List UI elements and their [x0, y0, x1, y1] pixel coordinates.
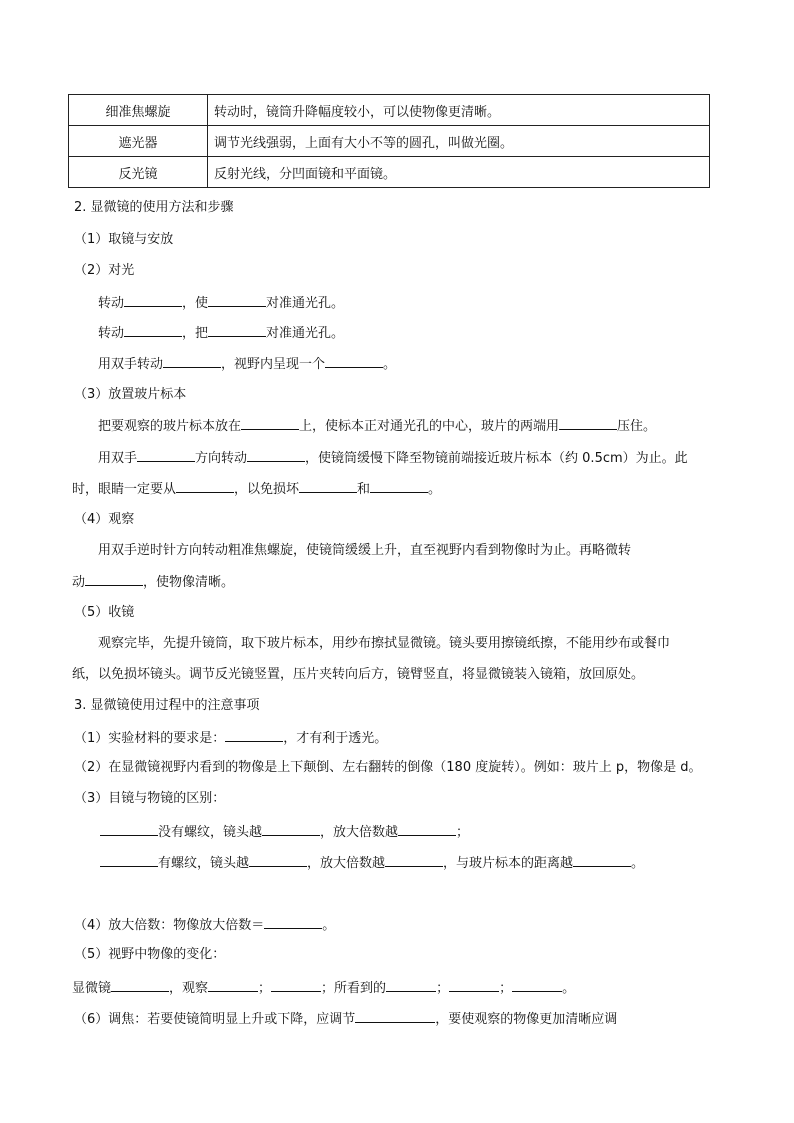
fill-blank[interactable] [100, 821, 158, 836]
part-name: 反光镜 [69, 157, 208, 188]
text-line: 转动 ，使 对准通光孔。 [98, 292, 344, 314]
step-heading: （1）取镜与安放 [74, 232, 174, 247]
text-line: 用双手转动 ，视野内呈现一个 。 [98, 353, 396, 375]
fill-blank[interactable] [241, 415, 299, 430]
step-heading: （3）目镜与物镜的区别： [74, 791, 226, 806]
table-row [69, 95, 710, 126]
table-row [69, 126, 710, 157]
text-line: 纸，以免损坏镜头。调节反光镜竖置，压片夹转向后方，镜臂竖直，将显微镜装入镜箱，放回原处。 [72, 667, 645, 682]
fill-blank[interactable] [247, 447, 305, 462]
text-line: 没有螺纹，镜头越 ，放大倍数越 ； [100, 821, 469, 843]
text-line: 显微镜 ，观察 ； ；所看到的 ； ； 。 [72, 977, 575, 999]
fill-blank[interactable] [325, 353, 383, 368]
text-line: （1）实验材料的要求是： ，才有利于透光。 [74, 727, 387, 749]
fill-blank[interactable] [573, 852, 631, 867]
fill-blank[interactable] [249, 852, 307, 867]
part-name: 遮光器 [69, 126, 208, 157]
section-heading: 3. 显微镜使用过程中的注意事项 [74, 698, 260, 713]
text-line: 把要观察的玻片标本放在 上，使标本正对通光孔的中心，玻片的两端用 压住。 [98, 415, 656, 437]
text-line: （2）在显微镜视野内看到的物像是上下颠倒、左右翻转的倒像（180 度旋转）。例如：玻片上 p，物像是 d。 [74, 760, 702, 775]
step-heading: （3）放置玻片标本 [74, 387, 187, 402]
fill-blank[interactable] [85, 571, 143, 586]
step-heading: （2）对光 [74, 263, 135, 278]
fill-blank[interactable] [208, 322, 266, 337]
text-line: （6）调焦：若要使镜简明显上升或下降，应调节 ，要使观察的物像更加清晰应调 [74, 1008, 617, 1030]
fill-blank[interactable] [559, 415, 617, 430]
fill-blank[interactable] [208, 977, 258, 992]
fill-blank[interactable] [386, 977, 436, 992]
part-description: 反射光线，分凹面镜和平面镜。 [208, 157, 710, 188]
step-heading: （5）视野中物像的变化： [74, 947, 226, 962]
section-heading: 2. 显微镜的使用方法和步骤 [74, 200, 234, 215]
fill-blank[interactable] [449, 977, 499, 992]
text-line: （4）放大倍数：物像放大倍数＝ 。 [74, 914, 335, 936]
text-line: 有螺纹，镜头越 ，放大倍数越 ，与玻片标本的距离越 。 [100, 852, 644, 874]
fill-blank[interactable] [208, 292, 266, 307]
fill-blank[interactable] [111, 977, 169, 992]
fill-blank[interactable] [271, 977, 321, 992]
text-line: 转动 ，把 对准通光孔。 [98, 322, 344, 344]
step-heading: （5）收镜 [74, 605, 135, 620]
fill-blank[interactable] [262, 821, 320, 836]
microscope-parts-table [68, 94, 710, 188]
fill-blank[interactable] [264, 914, 322, 929]
fill-blank[interactable] [355, 1008, 435, 1023]
step-heading: （4）观察 [74, 512, 135, 527]
fill-blank[interactable] [398, 821, 456, 836]
part-name: 细准焦螺旋 [69, 95, 208, 126]
table-row [69, 157, 710, 188]
fill-blank[interactable] [100, 852, 158, 867]
fill-blank[interactable] [299, 478, 357, 493]
fill-blank[interactable] [512, 977, 562, 992]
fill-blank[interactable] [385, 852, 443, 867]
text-line: 动 ，使物像清晰。 [72, 571, 234, 593]
text-line: 用双手逆时针方向转动粗准焦螺旋，使镜筒缓缓上升，直至视野内看到物像时为止。再略微转 [98, 543, 632, 558]
fill-blank[interactable] [124, 292, 182, 307]
part-description: 转动时，镜筒升降幅度较小，可以使物像更清晰。 [208, 95, 710, 126]
fill-blank[interactable] [163, 353, 221, 368]
fill-blank[interactable] [225, 727, 283, 742]
fill-blank[interactable] [176, 478, 234, 493]
fill-blank[interactable] [137, 447, 195, 462]
text-line: 时，眼睛一定要从 ，以免损坏 和 。 [72, 478, 441, 500]
part-description: 调节光线强弱，上面有大小不等的圆孔，叫做光圈。 [208, 126, 710, 157]
fill-blank[interactable] [370, 478, 428, 493]
text-line: 观察完毕，先提升镜筒，取下玻片标本，用纱布擦拭显微镜。镜头要用擦镜纸擦，不能用纱布或餐巾 [98, 636, 671, 651]
text-line: 用双手 方向转动 ，使镜筒缓慢下降至物镜前端接近玻片标本（约 0.5cm）为止。此 [98, 447, 688, 469]
fill-blank[interactable] [124, 322, 182, 337]
